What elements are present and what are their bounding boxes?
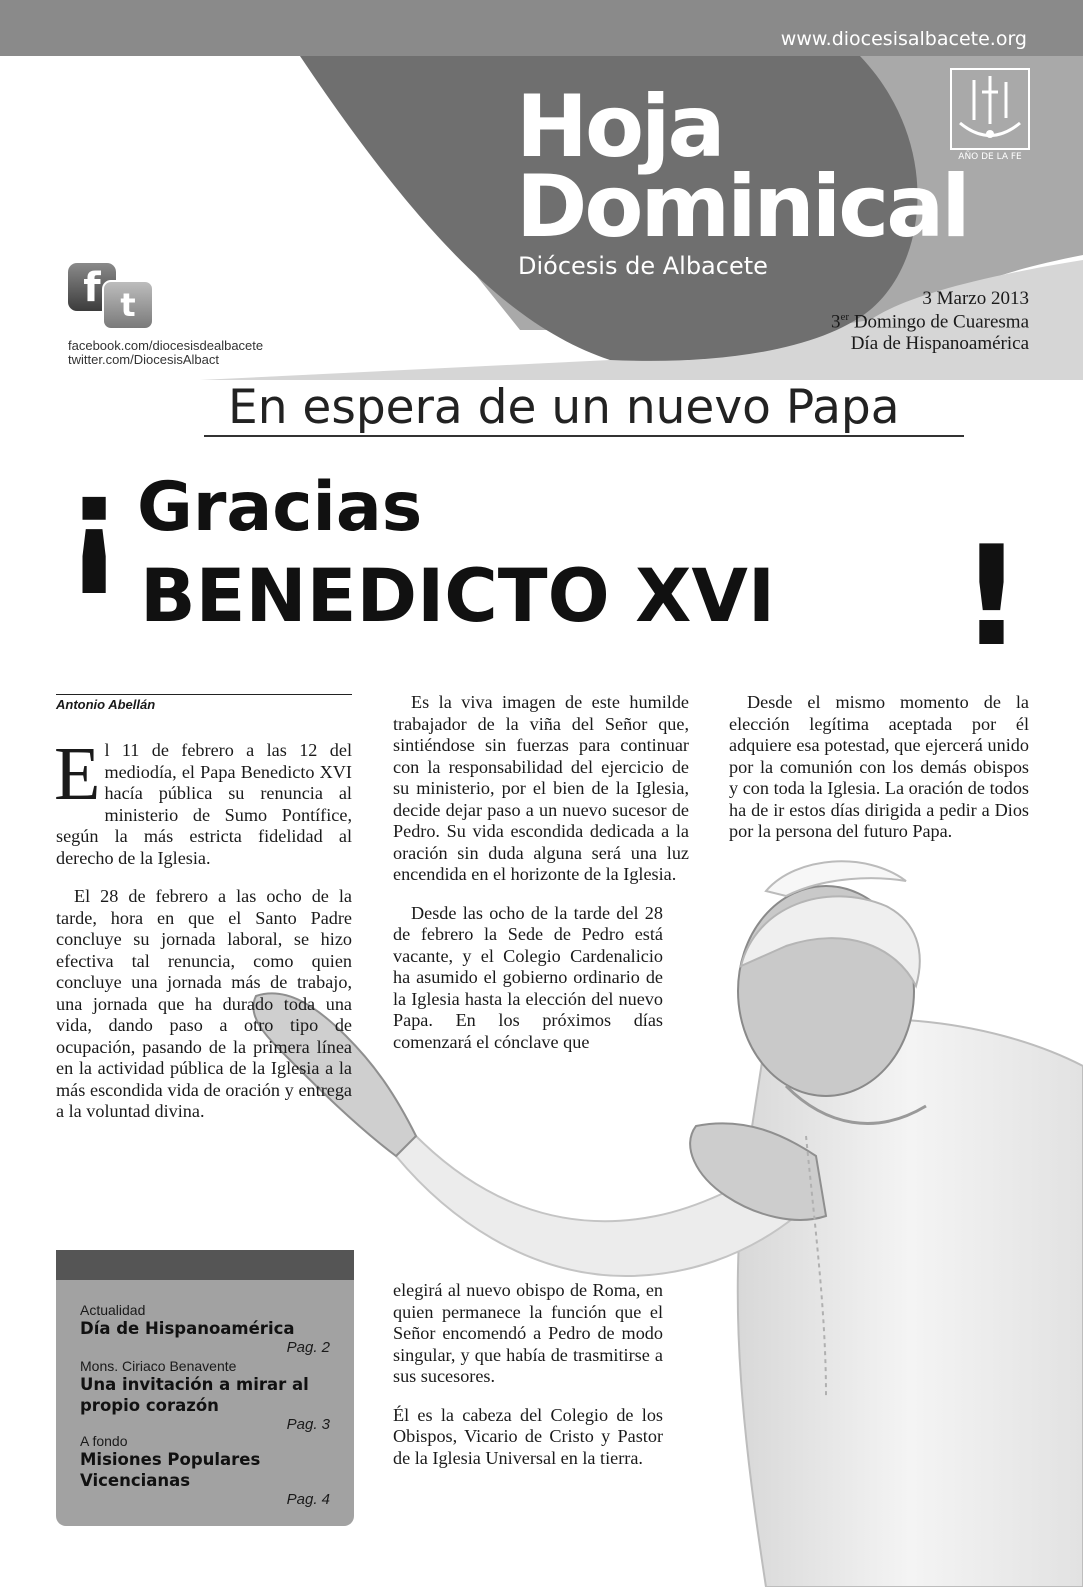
article-column-2-continued [393,1280,663,1469]
kicker-divider [204,435,964,437]
masthead-title-line1: Hoja [516,77,723,177]
headline-line2: BENEDICTO XVI [140,554,776,639]
twitter-icon[interactable]: t [102,280,154,330]
contents-page: Pag. 4 [286,1491,330,1508]
sunday-label: Domingo de Cuaresma [849,311,1029,333]
headline-open-exclamation: ¡ [64,447,125,601]
article-paragraph-text: El 28 de febrero a las ocho de la tarde, hora en que el Santo Padre concluye su jornada laboral, se hizo efectiva tal renuncia, como quien concluye una jornada más de trabajo, una jornada que ha durado toda una vida, dando paso a otro tipo de ocupación, pasando de la primera línea en la actividad pública de la Iglesia a la más escondida vida de oración y entrega a la voluntad divina. [56,886,352,1121]
masthead-title-line2: Dominical [516,157,968,257]
twitter-link[interactable]: twitter.com/DiocesisAlbact [68,352,219,367]
contents-page: Pag. 3 [286,1416,330,1433]
headline-close-exclamation: ! [960,516,1023,677]
contents-title: Misiones Populares Vicencianas [80,1450,261,1490]
contents-item[interactable] [80,1358,330,1433]
contents-box-header [56,1250,354,1280]
article-paragraph: Es la viva imagen de este humilde trabajador de la viña del Señor que, sintiéndose sin fuerzas para continuar con la responsabilidad del ejercicio de su ministerio, por el bien de la Iglesia, decide dejar paso a un nuevo sucesor de Pedro. Su vida escondida dedicada a la oración sin duda alguna será una luz encendida en el horizonte de la Iglesia. [393,692,689,884]
article-paragraph: Él es la cabeza del Colegio de los Obispos, Vicario de Cristo y Pastor de la Iglesia Universal en la tierra. [393,1404,663,1468]
article-column-3 [729,692,1029,843]
article-author: Antonio Abellán [56,694,352,712]
kicker-headline: En espera de un nuevo Papa [228,380,900,435]
day-dedication: Día de Hispanoamérica [850,333,1029,354]
issue-date: 3 Marzo 2013 [922,288,1029,309]
contents-item[interactable] [80,1433,330,1508]
sunday-ordinal: er [840,311,850,323]
article-paragraph [56,886,352,1123]
headline-line1: Gracias [137,468,423,547]
faith-year-label: AÑO DE LA FE [958,152,1022,162]
liturgical-sunday [831,311,1029,333]
drop-cap: E [54,732,101,816]
contents-section: Mons. Ciriaco Benavente [80,1358,237,1374]
website-link[interactable]: www.diocesisalbacete.org [780,28,1027,50]
facebook-icon[interactable]: f [68,263,116,311]
contents-page: Pag. 2 [286,1339,330,1356]
article-column-2 [393,692,689,1053]
article-paragraph: Desde las ocho de la tarde del 28 de febrero la Sede de Pedro está vacante, y el Colegio Cardenalicio ha asumido el gobierno ordinario de la Iglesia hasta la elección del nuevo Papa. En los próximos días comenzará el cónclave que [393,902,663,1052]
contents-title: Día de Hispanoamérica [80,1319,295,1338]
sunday-number: 3 [831,311,841,333]
article-column-1 [54,732,352,1123]
article-paragraph: l 11 de febrero a las 12 del mediodía, el Papa Benedicto XVI hacía pública su renuncia al ministerio de Sumo Pontífice, según la más estricta fidelidad al derecho de la Iglesia. [56,740,352,868]
article-paragraph: Desde el mismo momento de la elección legítima aceptada por él adquiere esa potestad, que ejercerá unido por la comunión con los demás obispos y con toda la Iglesia. La oración de todos ha de ir estos días dirigida a pedir a Dios por la persona del futuro Papa. [729,692,1029,841]
article-paragraph: elegirá al nuevo obispo de Roma, en quien permanece la función que el Señor encomendó a Pedro de modo singular, y que había de trasmitirse a sus sucesores. [393,1280,663,1386]
contents-section: A fondo [80,1433,128,1449]
contents-item[interactable] [80,1302,330,1356]
facebook-link[interactable]: facebook.com/diocesisdealbacete [68,338,264,353]
masthead-subtitle: Diócesis de Albacete [518,252,768,280]
contents-section: Actualidad [80,1302,146,1318]
contents-title: Una invitación a mirar al propio corazón [80,1375,309,1415]
